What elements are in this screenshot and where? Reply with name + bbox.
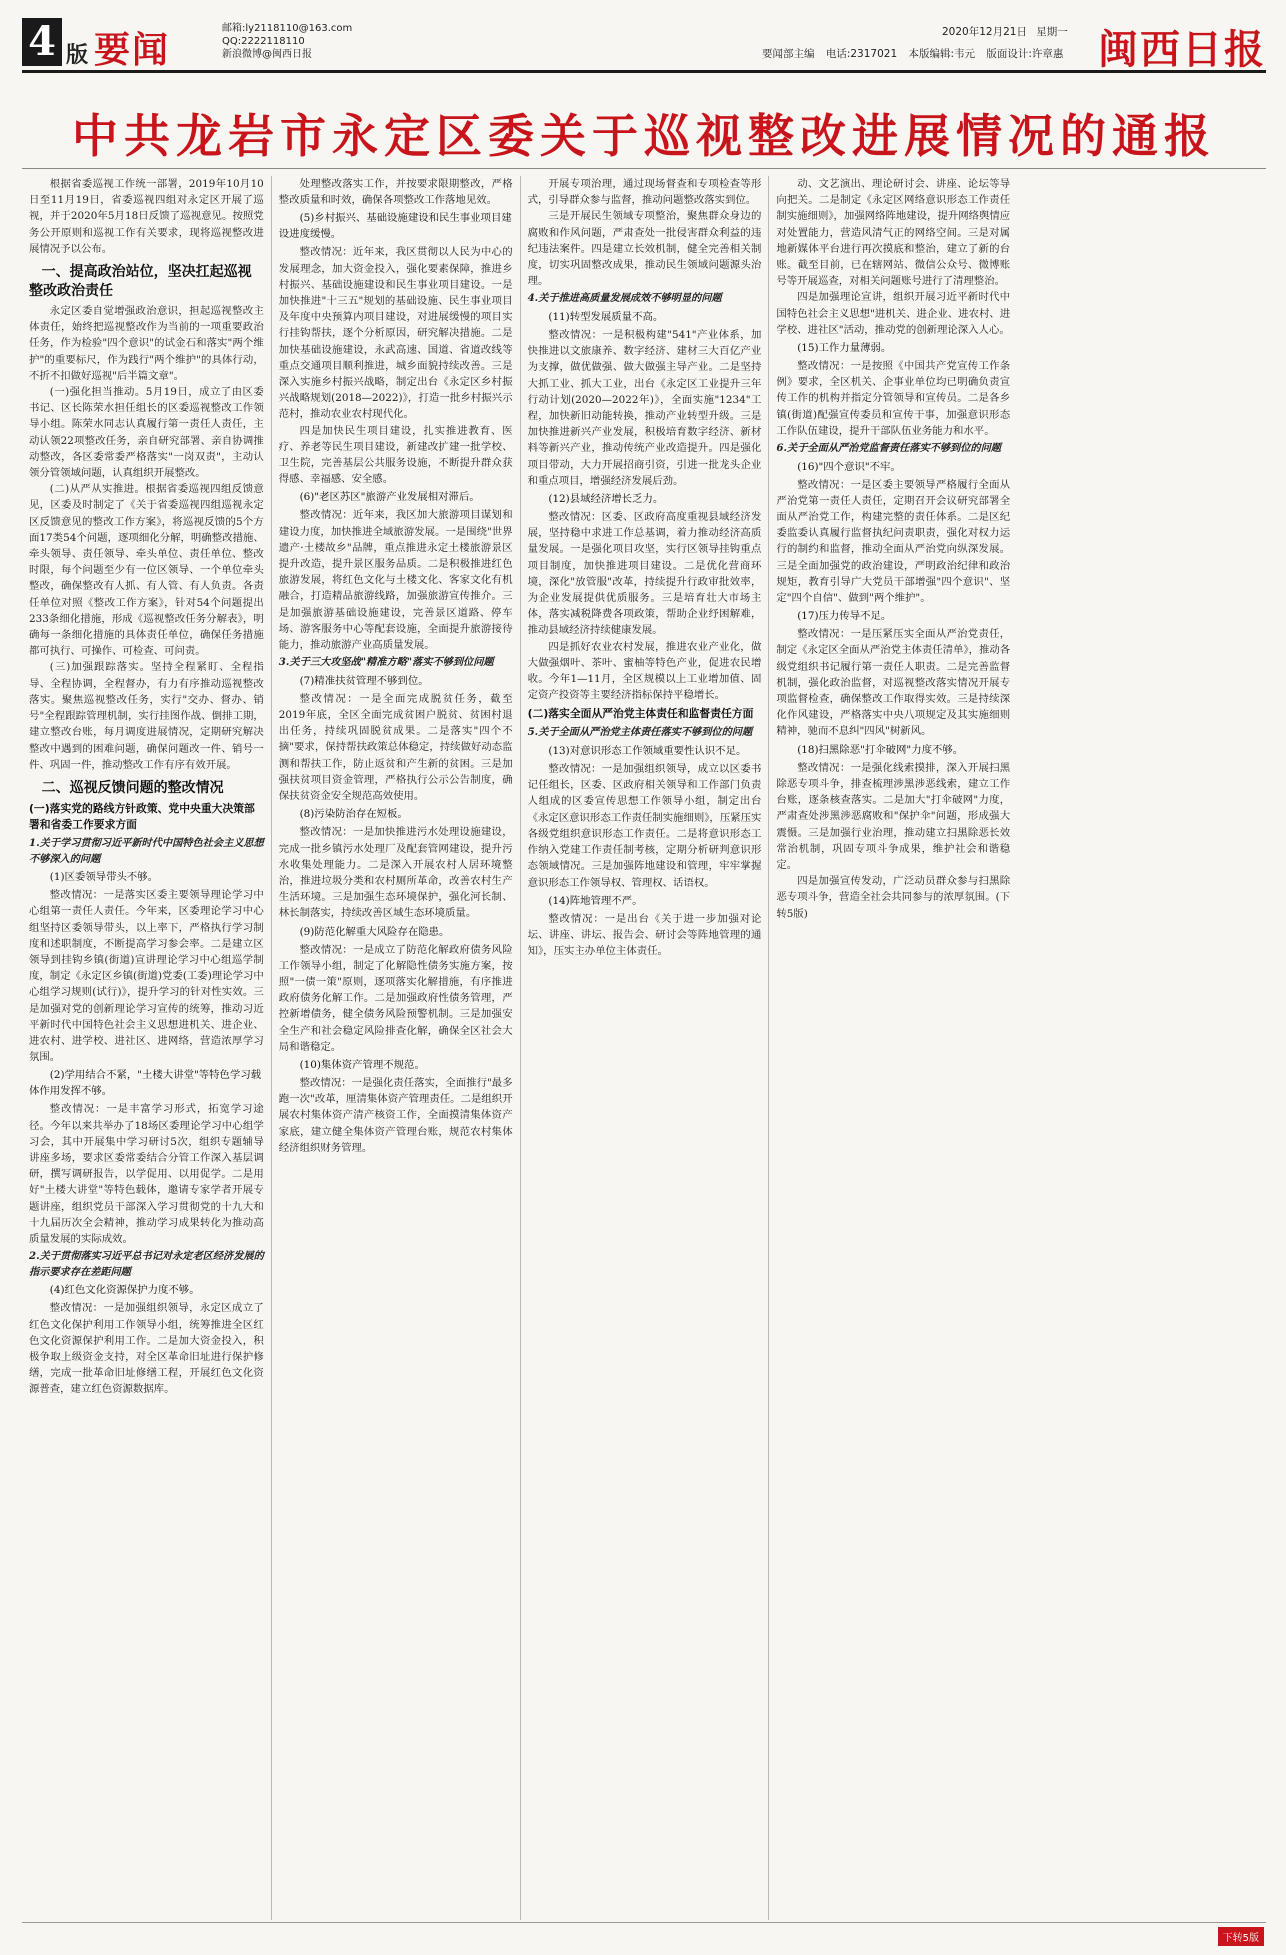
issue-heading: (12)县域经济增长乏力。 (548, 493, 664, 506)
text-column-3 (520, 176, 769, 1920)
item-heading: 1.关于学习贯彻习近平新时代中国特色社会主义思想不够深入的问题 (29, 836, 264, 865)
phone-number: 电话:2317021 (825, 48, 898, 60)
issue-heading: (6)"老区苏区"旅游产业发展相对滞后。 (299, 491, 480, 504)
paragraph: 整改情况：一是加强组织领导，成立以区委书记任组长，区委、区政府相关领导和工作部门负责人组成的区委宣传思想工作领导小组，制定出台《永定区意识形态工作责任制实施细则》，压紧压实各级党组织意识形态工作责任。二是将意识形态工作纳入党建工作责任制考核，定期分析研判意识形态领域情况。三是加强阵地建设和管理，牢牢掌握意识形态工作领导权、管理权、话语权。 (527, 763, 762, 889)
issue-heading: (16)"四个意识"不牢。 (797, 460, 901, 473)
newspaper-logo: 闽西日报 (1098, 26, 1266, 73)
section-heading: 一、提高政治站位，坚决扛起巡视整改政治责任 (29, 264, 252, 300)
paragraph: 整改情况：近年来，我区贯彻以人民为中心的发展理念，加大资金投入，强化要素保障，推进乡村振兴、基础设施建设和民生事业项目建设。一是加快推进"十三五"规划的基础设施、民生事业项目及年度中央预算内项目建设，对进展缓慢的项目实行挂钩帮扶，逐个分析原因，研究解决措施。二是加快基础设施建设，永武高速、国道、省道改线等重点交通项目顺利推进，城乡面貌持续改善。三是深入实施乡村振兴战略，制定出台《永定区乡村振兴战略规划(2018—2022)》，打造一批乡村振兴示范村，推动农业农村现代化。 (278, 246, 513, 421)
paragraph: 动、文艺演出、理论研讨会、讲座、论坛等导向把关。二是制定《永定区网络意识形态工作责任制实施细则》，加强网络阵地建设，提升网络舆情应对处置能力，营造风清气正的网络空间。三是对属地新媒体平台进行再次摸底和整治，建立了新的台账。截至目前，已在辖网站、微信公众号、微博账号等开展巡查，对相关问题账号进行了清理整治。 (776, 178, 1011, 288)
paragraph: (一)强化担当推动。5月19日，成立了由区委书记、区长陈荣水担任组长的区委巡视整改工作领导小组。陈荣水同志认真履行第一责任人责任，主动认领22项整改任务，亲自研究部署、亲自协调推动整改，各区委常委严格落实"一岗双责"，主动认领分管领域问题，认真组织开展整改。 (29, 386, 264, 480)
text-column-1 (22, 176, 271, 1920)
issue-heading: (8)污染防治存在短板。 (299, 808, 408, 821)
section-title: 要闻 (94, 29, 171, 71)
issue-heading: (7)精准扶贫管理不够到位。 (299, 674, 429, 687)
paragraph: 整改情况：一是按照《中国共产党宣传工作条例》要求，全区机关、企事业单位均已明确负责宣传工作的机构并指定分管领导和宣传员。二是各乡镇(街道)配强宣传委员和宣传干事，加强意识形态工作队伍建设，提升干部队伍业务能力和水平。 (776, 360, 1011, 437)
item-heading: 4.关于推进高质量发展成效不够明显的问题 (527, 292, 722, 305)
paragraph: 根据省委巡视工作统一部署，2019年10月10日至11月19日，省委巡视四组对永定区开展了巡视，并于2020年5月18日反馈了巡视意见。按照党务公开原则和巡视工作有关要求，现将巡视整改进展情况予以公布。 (29, 178, 264, 255)
paragraph: 四是加强宣传发动，广泛动员群众参与扫黑除恶专项斗争，营造全社会共同参与的浓厚氛围。(下转5版) (776, 875, 1011, 920)
paragraph: 整改情况：一是全面完成脱贫任务，截至2019年底，全区全面完成贫困户脱贫、贫困村退出任务，持续巩固脱贫成果。二是落实"四个不摘"要求，保持帮扶政策总体稳定，持续做好动态监测和帮扶工作，防止返贫和产生新的贫困。三是加强扶贫项目资金管理，严格执行公示公告制度，确保扶贫资金安全规范高效使用。 (278, 692, 513, 803)
paragraph: (二)从严从实推进。根据省委巡视四组反馈意见，区委及时制定了《关于省委巡视四组巡视永定区反馈意见的整改工作方案》，将巡视反馈的5个方面17类54个问题，逐项细化分解，明确整改措施、牵头领导、责任领导、牵头单位、责任单位、整改时限，每个问题至少有一位区领导、一个单位牵头整改，确保整改有人抓、有人管、有人负责。各责任单位对照《整改工作方案》，针对54个问题提出233条细化措施，形成《巡视整改任务分解表》，明确每一条细化措施的具体责任单位，确保任务措施都可执行、可操作、可检查、可问责。 (29, 483, 264, 658)
paragraph: (三)加强跟踪落实。坚持全程紧盯、全程指导、全程协调，全程督办，有力有序推动巡视整改落实。聚焦巡视整改任务，实行"交办、督办、销号"全程跟踪管理机制，实行挂图作战、倒排工期，建立整改台账，每月调度进展情况，定期研究解决整改中遇到的困难问题，确保问题改一件、销号一件、巩固一件，推动整改工作有序有效开展。 (29, 661, 264, 771)
continue-tag: 下转5版 (1218, 1927, 1264, 1946)
paragraph: 四是加快民生项目建设，扎实推进教育、医疗、养老等民生项目建设，新建改扩建一批学校、卫生院，完善基层公共服务设施，不断提升群众获得感、幸福感、安全感。 (278, 424, 513, 486)
article-headline: 中共龙岩市永定区委关于巡视整改进展情况的通报 (72, 109, 1216, 163)
paragraph: 四是加强理论宣讲，组织开展习近平新时代中国特色社会主义思想"进机关、进企业、进农村、进学校、进社区"活动，推动党的创新理论深入人心。 (776, 291, 1011, 336)
paragraph: 整改情况：一是出台《关于进一步加强对论坛、讲座、讲坛、报告会、研讨会等阵地管理的通知》，压实主办单位主体责任。 (527, 912, 762, 958)
paragraph: 整改情况：一是区委主要领导严格履行全面从严治党第一责任人责任，定期召开会议研究部署全面从严治党工作，构建完整的责任体系。二是区纪委监委认真履行监督执纪问责职责，强化对权力运行的制约和监督，推动全面从严治党向纵深发展。三是全面加强党的政治建设，严明政治纪律和政治规矩，教育引导广大党员干部增强"四个意识"、坚定"四个自信"、做到"两个维护"。 (776, 478, 1011, 605)
issue-heading: (1)区委领导带头不够。 (49, 871, 159, 884)
section-heading: 二、巡视反馈问题的整改情况 (41, 779, 224, 796)
issue-heading: (10)集体资产管理不规范。 (299, 1058, 425, 1071)
paragraph: 整改情况：一是压紧压实全面从严治党责任，制定《永定区全面从严治党主体责任清单》，推动各级党组织书记履行第一责任人职责。二是完善监督机制，强化政治监督，对巡视整改落实情况开展专项监督检查，确保整改工作取得实效。三是持续深化作风建设，严格落实中央八项规定及其实施细则精神，驰而不息纠"四风"树新风。 (776, 628, 1011, 738)
issue-heading: (4)红色文化资源保护力度不够。 (49, 1284, 200, 1297)
paragraph: 整改情况：一是强化线索摸排，深入开展扫黑除恶专项斗争，排查梳理涉黑涉恶线索，建立工作台账，逐条核查落实。二是加大"打伞破网"力度，严肃查处涉黑涉恶腐败和"保护伞"问题，形成强大震慑。三是加强行业治理，推动建立扫黑除恶长效常治机制，巩固专项斗争成果，维护社会和谐稳定。 (776, 761, 1011, 871)
item-heading: 5.关于全面从严治党主体责任落实不够到位的问题 (527, 726, 753, 739)
issue-heading: (13)对意识形态工作领域重要性认识不足。 (548, 745, 747, 758)
issue-heading: (9)防范化解重大风险存在隐患。 (299, 925, 450, 938)
paragraph: 整改情况：一是丰富学习形式，拓宽学习途径。今年以来共举办了18场区委理论学习中心组学习会，其中开展集中学习研讨5次，组织专题辅导讲座多场，要求区委常委结合分管工作深入基层调研，撰写调研报告，以学促用、以用促学。二是用好"土楼大讲堂"等特色载体，邀请专家学者开展专题讲座，组织党员干部深入学习贯彻党的十九大和十九届历次全会精神，推动学习成果转化为推动高质量发展的实际成效。 (29, 1103, 264, 1245)
issue-heading: (11)转型发展质量不高。 (548, 311, 664, 324)
issue-heading: (5)乡村振兴、基础设施建设和民生事业项目建设进度缓慢。 (278, 212, 512, 241)
article-body (22, 176, 1266, 1920)
footer-divider (22, 1922, 1266, 1923)
contact-info (222, 22, 352, 61)
qq-text: QQ:2222118110 (222, 36, 305, 47)
item-heading: 2.关于贯彻落实习近平总书记对永定老区经济发展的指示要求存在差距问题 (29, 1250, 264, 1278)
paragraph: 整改情况：区委、区政府高度重视县域经济发展，坚持稳中求进工作总基调，着力推动经济高质量发展。一是强化项目攻坚，实行区领导挂钩重点项目制度，加快推进项目建设。二是优化营商环境，深化"放管服"改革，持续提升行政审批效率，为企业发展提供优质服务。三是培育壮大市场主体，落实减税降费各项政策，帮助企业纾困解难，推动县域经济持续健康发展。 (527, 511, 762, 637)
page-unit-label: 版 (66, 42, 89, 68)
headline-divider (22, 168, 1266, 169)
issue-heading: (2)学用结合不紧，"土楼大讲堂"等特色学习载体作用发挥不够。 (29, 1069, 262, 1098)
paragraph: 永定区委自觉增强政治意识，担起巡视整改主体责任，始终把巡视整改作为当前的一项重要政治任务，作为检验"四个意识"的试金石和落实"两个维护"的重要标尺，作为践行"两个维护"的具体行动，不折不扣做好巡视"后半篇文章"。 (29, 305, 264, 382)
item-heading: 3.关于三大攻坚战"精准方略"落实不够到位问题 (278, 656, 494, 669)
issue-heading: (18)扫黑除恶"打伞破网"力度不够。 (797, 743, 964, 756)
issue-heading: (17)压力传导不足。 (797, 610, 892, 623)
text-column-2 (271, 176, 520, 1920)
duty-editor: 本版编辑:韦元 (908, 48, 976, 60)
paragraph: 整改情况：一是落实区委主要领导理论学习中心组第一责任人责任。今年来，区委理论学习中心组坚持区委领导带头，以上率下，严格执行学习制度和述职制度，不断提高学习参会率。二是建立区领导到挂钩乡镇(街道)宣讲理论学习中心组巡学制度，制定《永定区乡镇(街道)党委(工委)理论学习中心组学习规则(试行)》，提升学习的针对性实效。三是加强对党的创新理论学习宣传的统筹，推动习近平新时代中国特色社会主义思想进机关、进企业、进农村、进学校、进社区、进网络，营造浓厚学习氛围。 (29, 889, 264, 1064)
paragraph: 整改情况：一是加强组织领导，永定区成立了红色文化保护利用工作领导小组，统筹推进全区红色文化资源保护利用工作。二是加大资金投入，积极争取上级资金支持，对全区革命旧址进行保护修缮，完成一批革命旧址修缮工程，开展红色文化资源普查，建立红色资源数据库。 (29, 1302, 264, 1396)
page-number: 4 (22, 18, 62, 66)
editor-credits (762, 46, 1071, 61)
chief-editor: 要闻部主编 (762, 48, 815, 60)
text-column-4 (768, 176, 1017, 1920)
issue-date: 2020年12月21日 (942, 26, 1027, 38)
item-heading: 6.关于全面从严治党监督责任落实不够到位的问题 (776, 442, 1001, 455)
paragraph: 整改情况：一是积极构建"541"产业体系，加快推进以文旅康养、数字经济、建材三大百亿产业为支撑，做优做强、做大做强主导产业。二是坚持大抓工业、抓大工业，出台《永定区工业提升三年行动计划(2020—2022年)》，全面实施"1234"工程，加快新旧动能转换，推动产业转型升级。三是加快推进新兴产业发展，积极培育数字经济、新材料等新兴产业，推动传统产业改造提升。四是强化项目带动，大力开展招商引资，引进一批龙头企业和重点项目，增强经济发展后劲。 (527, 329, 762, 487)
issue-weekday: 星期一 (1036, 26, 1068, 38)
masthead (22, 18, 1266, 73)
issue-heading: (15)工作力量薄弱。 (797, 342, 892, 355)
issue-heading: (14)阵地管理不严。 (548, 894, 643, 907)
subsection-heading: (二)落实全面从严治党主体责任和监督责任方面 (527, 707, 754, 721)
subsection-heading: (一)落实党的路线方针政策、党中央重大决策部署和省委工作要求方面 (29, 801, 255, 831)
layout-designer: 版面设计:许章惠 (986, 48, 1064, 60)
paragraph: 处理整改落实工作，并按要求限期整改，严格整改质量和时效，确保各项整改工作落地见效。 (278, 178, 513, 207)
paragraph: 整改情况：一是强化责任落实，全面推行"最多跑一次"改革，厘清集体资产管理责任。二是组织开展农村集体资产清产核资工作，全面摸清集体资产家底，建立健全集体资产管理台账，规范农村集体经济组织财务管理。 (278, 1076, 513, 1154)
paragraph: 三是开展民生领域专项整治，聚焦群众身边的腐败和作风问题，严肃查处一批侵害群众利益的违纪违法案件。四是建立长效机制，健全完善相关制度，切实巩固整改成果，推动民生领域问题源头治理。 (527, 210, 762, 288)
paragraph: 开展专项治理，通过现场督查和专项检查等形式，引导群众参与监督，推动问题整改落实到位。 (527, 178, 762, 207)
paragraph: 四是抓好农业农村发展，推进农业产业化，做大做强烟叶、茶叶、蜜柚等特色产业，促进农民增收。今年1—11月，全区规模以上工业增加值、固定资产投资等主要经济指标保持平稳增长。 (527, 640, 762, 702)
email-text: 邮箱:ly2118110@163.com (222, 23, 353, 34)
date-line (942, 24, 1074, 39)
weibo-text: 新浪微博@闽西日报 (222, 49, 312, 60)
paragraph: 整改情况：一是成立了防范化解政府债务风险工作领导小组，制定了化解隐性债务实施方案，按照"一债一策"原则，逐项落实化解措施，有序推进政府债务化解工作。二是加强政府性债务管理，严控新增债务，健全债务风险预警机制。三是加强安全生产和社会稳定风险排查化解，确保全区社会大局和谐稳定。 (278, 943, 513, 1053)
paragraph: 整改情况：一是加快推进污水处理设施建设，完成一批乡镇污水处理厂及配套管网建设，提升污水收集处理能力。二是深入开展农村人居环境整治，推进垃圾分类和农村厕所革命，改善农村生产生活环境。三是加强生态环境保护，强化河长制、林长制落实，持续改善区域生态环境质量。 (278, 826, 513, 920)
paragraph: 整改情况：近年来，我区加大旅游项目谋划和建设力度，加快推进全域旅游发展。一是围绕"世界遗产·土楼故乡"品牌，重点推进永定土楼旅游景区提升改造，提升景区服务品质。二是积极推进红色旅游发展，将红色文化与土楼文化、客家文化有机融合，打造精品旅游线路，加强旅游宣传推介。三是加强旅游基础设施建设，完善景区道路、停车场、游客服务中心等配套设施，全面提升旅游接待能力，推动旅游产业高质量发展。 (278, 509, 513, 652)
